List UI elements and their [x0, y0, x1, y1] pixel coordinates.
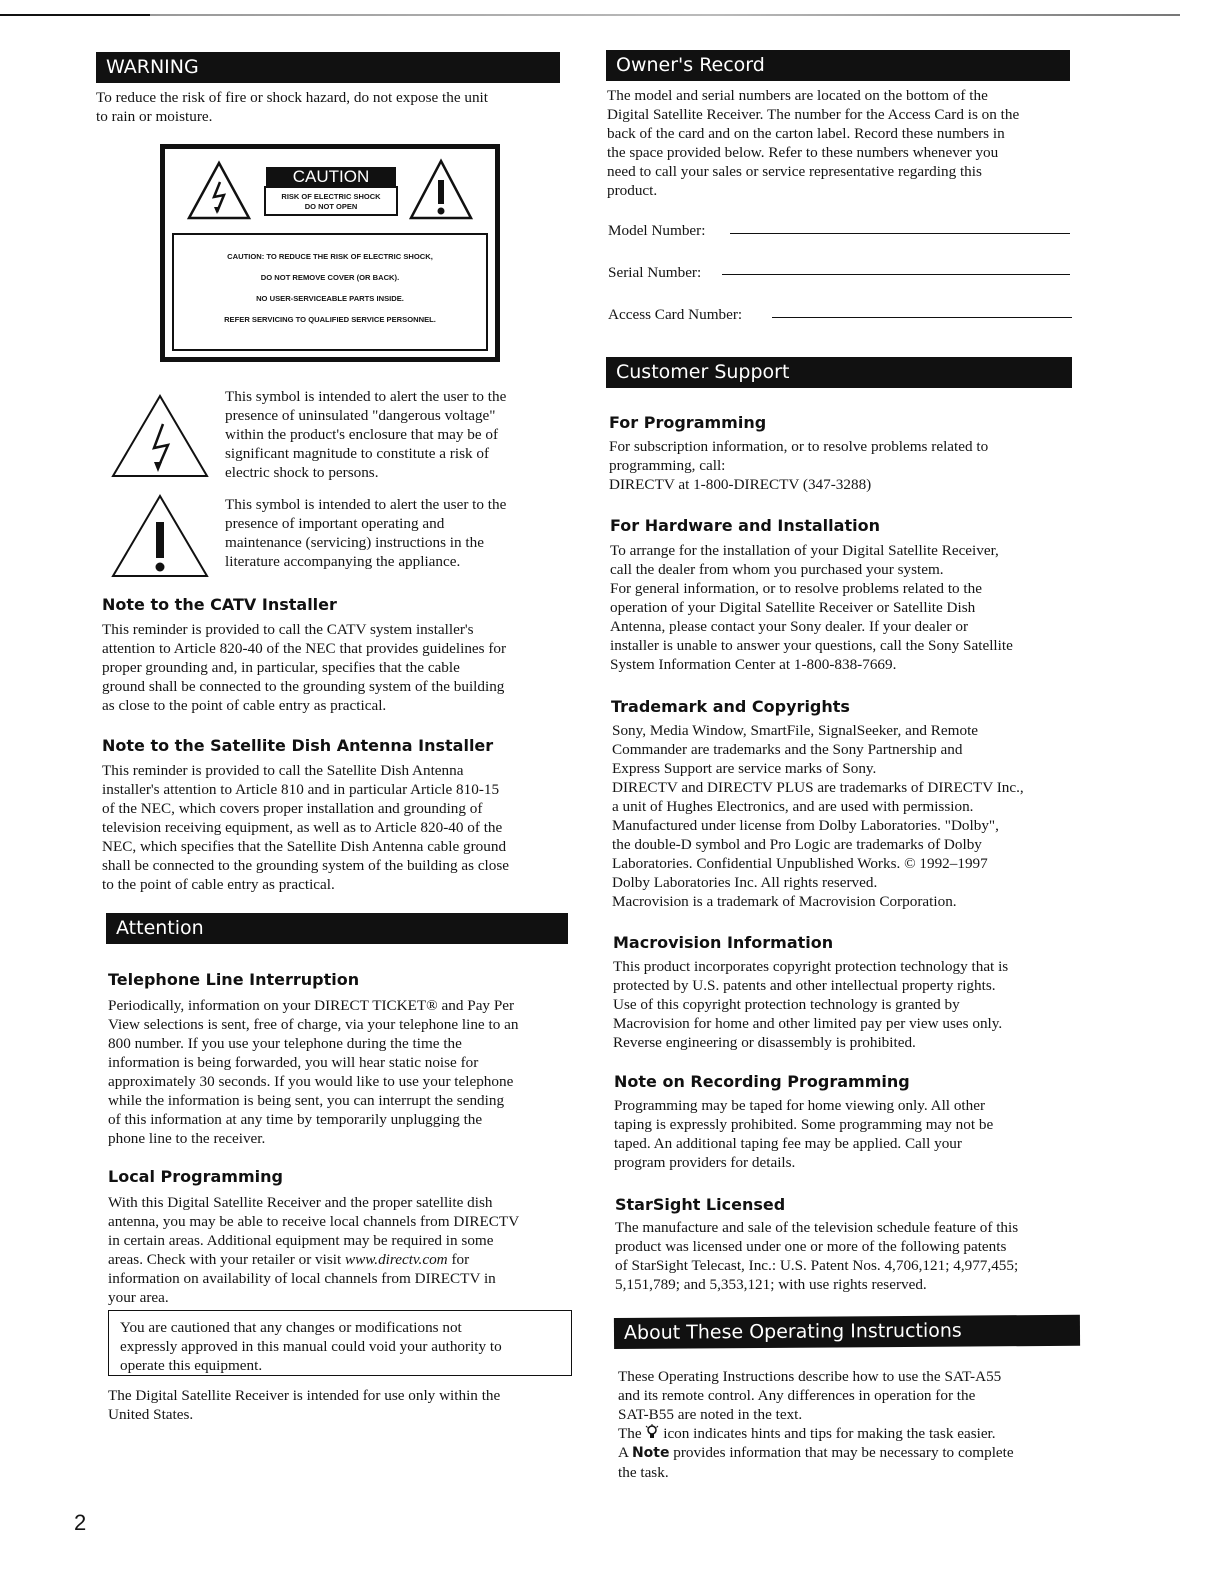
hint-line: The icon indicates hints and tips for making the task easier. — [618, 1425, 996, 1442]
dish-text: This reminder is provided to call the Satellite Dish Antenna installer's attention to Article 810 and in particular Article 810-15 of the NEC, which covers proper installation and grounding of television receiving equipment, as well as to Article 820-40 of the NEC, which specifies that the Satellite Dish Antenna cable ground shall be connected to the grounding system of the building as close to the point of cable entry as practical. — [102, 762, 510, 893]
lightning-symbol-text: This symbol is intended to alert the user to the presence of uninsulated "dangerous voltage" within the product's enclosure that may be of significant magnitude to constitute a risk of electric shock to persons. — [225, 388, 507, 481]
access-card-label: Access Card Number: — [608, 306, 743, 323]
catv-text: This reminder is provided to call the CATV system installer's attention to Article 820-40 of the NEC that provides guidelines for proper grounding and, in particular, specifies that the cable ground shall be connected to the grounding system of the building as close to the point of cable entry as practical. — [102, 621, 507, 714]
dish-heading: Note to the Satellite Dish Antenna Installer — [102, 736, 494, 755]
attention-title: Attention — [116, 917, 204, 939]
programming-text: For subscription information, or to resolve problems related to programming, call: DIRECTV at 1-800-DIRECTV (347-3288) — [609, 438, 989, 493]
catv-heading: Note to the CATV Installer — [102, 595, 337, 614]
note-word: Note — [631, 1445, 670, 1461]
owners-record-title: Owner's Record — [616, 54, 765, 76]
telephone-heading: Telephone Line Interruption — [108, 970, 360, 989]
access-card-field[interactable] — [772, 317, 1072, 318]
exclamation-symbol-text: This symbol is intended to alert the user to the presence of important operating and maintenance (servicing) instructions in the literature accompanying the appliance. — [225, 496, 507, 570]
directv-url[interactable]: www.directv.com — [345, 1251, 448, 1268]
attention-bar — [106, 913, 568, 944]
us-only-text: The Digital Satellite Receiver is intended for use only within the United States. — [108, 1387, 501, 1423]
caution-title: CAUTION — [266, 167, 396, 187]
warning-text: To reduce the risk of fire or shock hazard, do not expose the unit to rain or moisture. — [96, 89, 488, 125]
model-number-label: Model Number: — [608, 222, 706, 239]
trademark-heading: Trademark and Copyrights — [611, 697, 850, 716]
local-url-line: areas. Check with your retailer or visit www.directv.com for — [108, 1251, 470, 1268]
macrovision-text: This product incorporates copyright protection technology that is protected by U.S. patents and other intellectual property rights. Use of this copyright protection technology is granted by Macrovision for home and other limited pay per view uses only. Reverse engineering or disassembly is prohibited. — [613, 958, 1009, 1051]
starsight-text: The manufacture and sale of the television schedule feature of this product was licensed under one or more of the following patents of StarSight Telecast, Inc.: U.S. Patent Nos. 4,706,121; 4,977,455; 5,151,789; and 5,353,121; with use rights reserved. — [615, 1219, 1019, 1293]
model-number-field[interactable] — [730, 233, 1070, 234]
hardware-text: To arrange for the installation of your Digital Satellite Receiver, call the dealer from whom you purchased your system. For general information, or to resolve problems related to the operation of your Digital Satellite Receiver or Satellite Dish Antenna, please contact your Sony dealer. If your dealer or installer is unable to answer your questions, call the Sony Satellite System Information Center at 1-800-838-7669. — [610, 542, 1013, 673]
recording-heading: Note on Recording Programming — [614, 1072, 910, 1091]
lightning-warning-icon — [186, 160, 252, 222]
note-line: A Note provides information that may be necessary to complete — [618, 1444, 1014, 1461]
lightning-symbol-icon — [110, 392, 210, 480]
hardware-heading: For Hardware and Installation — [610, 516, 880, 535]
top-rule — [0, 14, 1180, 16]
recording-text: Programming may be taped for home viewing only. All other taping is expressly prohibited. Some programming may not be taped. An additional taping fee may be applied. Call your program providers for details. — [614, 1097, 994, 1171]
customer-support-title: Customer Support — [616, 361, 790, 383]
caution-lines: CAUTION: TO REDUCE THE RISK OF ELECTRIC SHOCK, DO NOT REMOVE COVER (OR BACK). NO USER-SERVICEABLE PARTS INSIDE. REFER SERVICING TO QUALIFIED SERVICE PERSONNEL. — [224, 252, 436, 324]
macrovision-heading: Macrovision Information — [613, 933, 834, 952]
page-number: 2 — [74, 1510, 87, 1535]
caution-sub: RISK OF ELECTRIC SHOCK DO NOT OPEN — [264, 186, 398, 216]
serial-number-field[interactable] — [722, 274, 1070, 275]
trademark-text: Sony, Media Window, SmartFile, SignalSeeker, and Remote Commander are trademarks and the Sony Partnership and Express Support are service marks of Sony. DIRECTV and DIRECTV PLUS are trademarks of DIRECTV Inc., a unit of Hughes Electronics, and are used with permission. Manufactured under license from Dolby Laboratories. "Dolby", the double-D symbol and Pro Logic are trademarks of Dolby Laboratories. Confidential Unpublished Works. © 1992–1997 Dolby Laboratories Inc. All rights reserved. Macrovision is a trademark of Macrovision Corporation. — [612, 722, 1024, 910]
local-text: With this Digital Satellite Receiver and the proper satellite dish antenna, you may be able to receive local channels from DIRECTV in certain areas. Additional equipment may be required in some areas. Check with your retailer or visit www.directv.com for information on availability of local channels from DIRECTV in your area. — [108, 1193, 572, 1307]
owners-record-bar — [606, 50, 1070, 81]
modification-caution-text: You are cautioned that any changes or modifications not expressly approved in this manual could void your authority to operate this equipment. — [120, 1319, 502, 1374]
owners-record-text: The model and serial numbers are located on the bottom of the Digital Satellite Receiver. The number for the Access Card is on the back of the card and on the carton label. Record these numbers in the space provided below. Refer to these numbers whenever you need to call your sales or service representative regarding this product. — [607, 87, 1020, 199]
lightbulb-hint-icon — [645, 1424, 659, 1440]
warning-bar — [96, 52, 560, 83]
programming-heading: For Programming — [609, 413, 767, 432]
telephone-text: Periodically, information on your DIRECT TICKET® and Pay Per View selections is sent, free of charge, via your telephone line to an 800 number. If you use your telephone during the time the information is being forwarded, you will hear static noise for approximately 30 seconds. If you would like to use your telephone while the information is being sent, you can interrupt the sending of this information at any time by temporarily unplugging the phone line to the receiver. — [108, 997, 519, 1147]
starsight-heading: StarSight Licensed — [615, 1195, 786, 1214]
serial-number-label: Serial Number: — [608, 264, 702, 281]
about-text: These Operating Instructions describe how to use the SAT-A55 and its remote control. Any differences in operation for the SAT-B55 are noted in the text. The icon indicates hints and tips for making the task easier. A Note provides information that may be necessary to complete the task. — [618, 1367, 1084, 1482]
warning-title: WARNING — [106, 56, 199, 78]
local-heading: Local Programming — [108, 1167, 283, 1186]
exclamation-warning-icon — [408, 158, 474, 222]
about-title: About These Operating Instructions — [623, 1319, 962, 1344]
exclamation-symbol-icon — [110, 492, 210, 580]
about-bar — [614, 1315, 1080, 1349]
customer-support-bar — [606, 357, 1072, 388]
